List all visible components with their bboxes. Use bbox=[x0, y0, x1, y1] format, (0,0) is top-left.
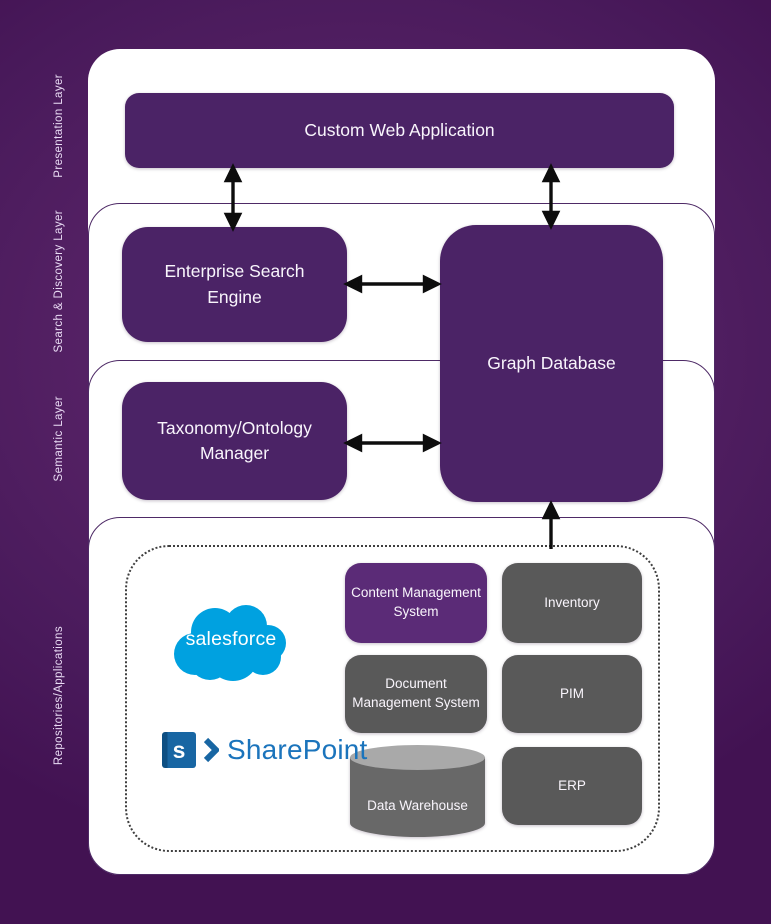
node-document-management-system bbox=[345, 655, 487, 733]
layer-label-text: Repositories/Applications bbox=[53, 626, 65, 766]
salesforce-logo-text: salesforce bbox=[185, 628, 277, 650]
sharepoint-icon bbox=[162, 732, 196, 768]
node-label: PIM bbox=[559, 685, 584, 701]
node-graph-database bbox=[440, 225, 663, 502]
layer-label-semantic bbox=[40, 360, 78, 517]
cylinder-top bbox=[350, 745, 485, 770]
sharepoint-icon-letter: s bbox=[172, 736, 186, 763]
layer-label-text: Semantic Layer bbox=[53, 395, 65, 482]
node-erp bbox=[502, 747, 642, 825]
salesforce-logo-icon bbox=[168, 599, 294, 687]
node-label: ERP bbox=[558, 777, 586, 793]
node-pim bbox=[502, 655, 642, 733]
layer-label-presentation bbox=[40, 49, 78, 203]
node-data-warehouse bbox=[350, 745, 485, 837]
layer-label-search-discovery bbox=[40, 203, 78, 360]
node-label: Document Management System bbox=[352, 676, 480, 710]
node-taxonomy-ontology-manager bbox=[122, 382, 347, 500]
node-label: Inventory bbox=[544, 594, 600, 610]
node-label: Data Warehouse bbox=[367, 797, 468, 813]
node-label: Content Management System bbox=[351, 585, 481, 619]
layer-label-repositories bbox=[40, 517, 78, 875]
layer-label-text: Search & Discovery Layer bbox=[53, 210, 65, 353]
layer-label-text: Presentation Layer bbox=[53, 74, 65, 178]
node-custom-web-application bbox=[125, 93, 674, 168]
node-inventory bbox=[502, 563, 642, 643]
node-enterprise-search-engine bbox=[122, 227, 347, 342]
node-label: Custom Web Application bbox=[304, 119, 495, 140]
sharepoint-logo-text: SharePoint bbox=[227, 734, 368, 765]
sharepoint-chevron-icon bbox=[204, 735, 219, 765]
node-content-management-system bbox=[345, 563, 487, 643]
node-label: Taxonomy/Ontology Manager bbox=[157, 417, 312, 463]
sharepoint-logo bbox=[162, 729, 368, 771]
node-label: Enterprise Search Engine bbox=[164, 261, 305, 307]
node-label: Graph Database bbox=[487, 352, 616, 373]
